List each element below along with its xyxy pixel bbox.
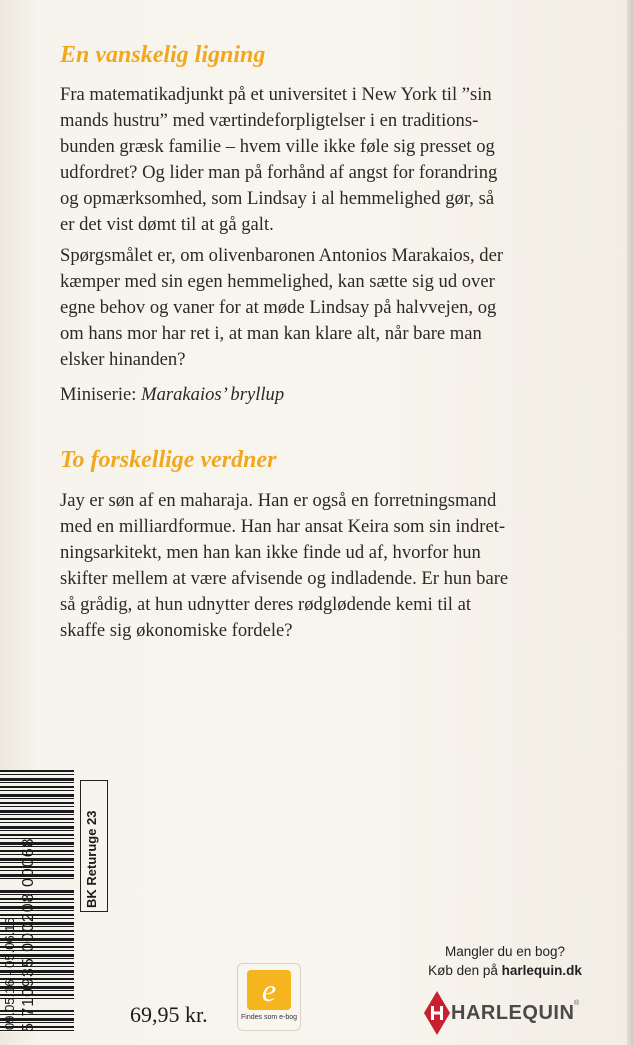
price: 69,95 kr. [130,1002,208,1027]
harlequin-logo [423,990,583,1036]
section1-paragraph2 [60,243,580,373]
retur-label: BK Returuge 23 [84,810,99,908]
text-line: skaffe sig økonomiske fordele? [60,620,293,641]
section2-paragraph1 [60,488,580,644]
cover-edge [627,0,633,1045]
text-line: Jay er søn af en maharaja. Han er også en forretningsmand [60,490,497,511]
section1-title: En vanskelig ligning [60,42,266,68]
text-line: kæmper med sin egen hemmelighed, kan sætte sig ud over [60,271,495,292]
text-line: udfordret? Og lider man på forhånd af angst for forandring [60,162,498,183]
barcode-date-range: 09.05.16 - 05.06.16 [2,917,17,1030]
promo-line2-prefix: Køb den på [428,963,502,978]
section2-title: To forskellige verdner [60,447,277,473]
text-line: og opmærksomhed, som Lindsay i al hemmelighed gør, så [60,188,495,209]
barcode-number: 5 710935 000208 00068 [20,837,37,1032]
ebog-label: Findes som e-bog [240,1014,298,1021]
text-line: om hans mor har ret i, at man kan klare alt, når bare man [60,323,482,344]
promo-text [405,942,605,980]
miniserie-title: Marakaios’ bryllup [141,384,285,405]
text-line: er det vist dømt til at gå galt. [60,214,274,235]
logo-wordmark: HARLEQUIN [451,1002,575,1024]
text-line: Fra matematikadjunkt på et universitet i New York til ”sin [60,84,492,105]
text-line: mands hustru” med værtindeforpligtelser i en traditions- [60,110,479,131]
text-line: med en milliardformue. Han har ansat Keira som sin indret- [60,516,506,537]
promo-link: harlequin.dk [501,963,582,978]
text-line: ningsarkitekt, men han kan ikke finde ud af, hvorfor hun [60,542,481,563]
text-line: egne behov og vaner for at møde Lindsay på halvvejen, og [60,297,497,318]
text-line: skifter mellem at være afvisende og indladende. Er hun bare [60,568,509,589]
promo-line1: Mangler du en bog? [444,944,566,959]
text-line: bunden græsk familie – hvem ville ikke føle sig presset og [60,136,495,157]
registered-mark: ® [574,1000,580,1007]
diamond-logo-icon [423,991,451,1035]
miniserie-line [60,382,580,408]
text-line: så grådig, at hun udnytter deres rødglødende kemi til at [60,594,472,615]
ebog-badge [237,963,301,1031]
section1-paragraph1 [60,82,580,238]
ebook-icon [247,970,291,1010]
text-line: elsker hinanden? [60,349,186,370]
text-line: Spørgsmålet er, om olivenbaronen Antonios Marakaios, der [60,245,504,266]
ebog-letter: e [261,972,277,1008]
miniserie-label: Miniserie: [60,384,142,405]
